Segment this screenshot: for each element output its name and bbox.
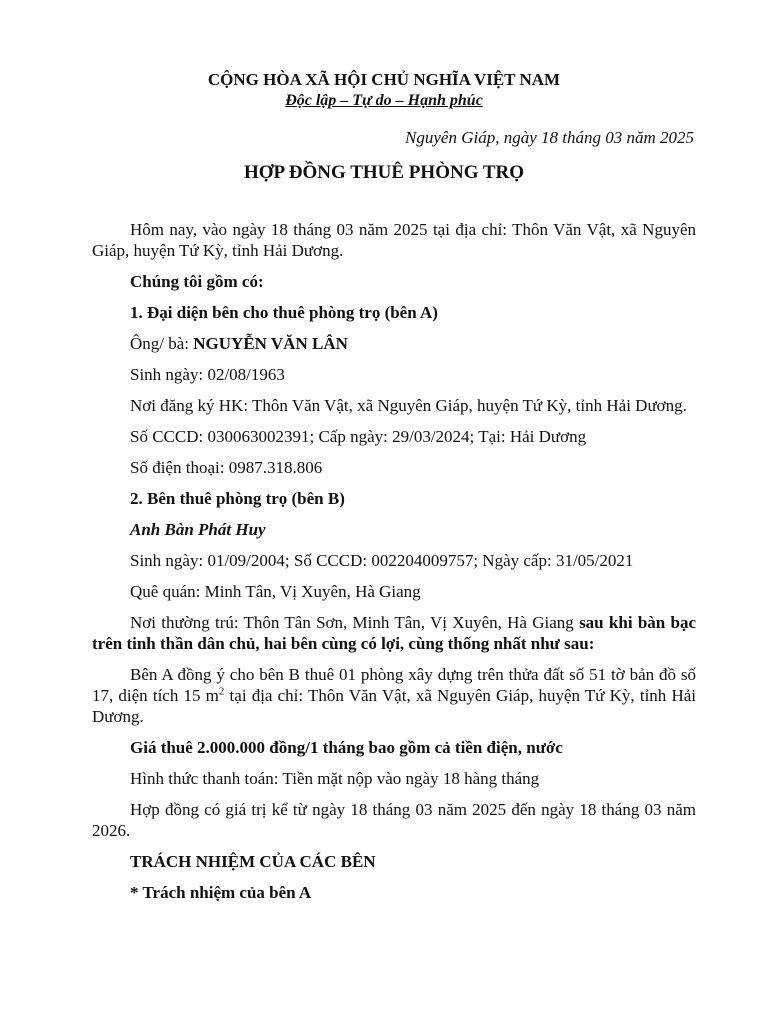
party-a-phone: Số điện thoại: 0987.318.806	[130, 458, 323, 477]
nation-heading: CỘNG HÒA XÃ HỘI CHỦ NGHĨA VIỆT NAM	[207, 70, 561, 89]
party-b-hometown: Quê quán: Minh Tân, Vị Xuyên, Hà Giang	[130, 582, 421, 601]
party-a-name-label: Ông/ bà:	[130, 334, 194, 353]
party-b-residence-line	[92, 612, 696, 654]
party-b-heading: 2. Bên thuê phòng trọ (bên B)	[130, 489, 345, 508]
party-a-name-line	[92, 333, 696, 354]
price-clause: Giá thuê 2.000.000 đồng/1 tháng bao gồm cả tiền điện, nước	[130, 738, 563, 757]
party-a-dob: Sinh ngày: 02/08/1963	[130, 365, 285, 384]
party-a-responsibilities-heading: * Trách nhiệm của bên A	[130, 883, 312, 902]
lease-terms-part2: tại địa chỉ: Thôn Văn Vật, xã Nguyên Giáp, huyện Tứ Kỳ, tỉnh Hải Dương.	[92, 686, 697, 726]
party-a-id-info: Số CCCD: 030063002391; Cấp ngày: 29/03/2024; Tại: Hải Dương	[130, 427, 587, 446]
intro-paragraph: Hôm nay, vào ngày 18 tháng 03 năm 2025 tại địa chỉ: Thôn Văn Vật, xã Nguyên Giáp, huyện Tứ Kỳ, tỉnh Hải Dương.	[92, 220, 696, 260]
motto-subheading: Độc lập – Tự do – Hạnh phúc	[285, 92, 483, 109]
document-body	[92, 219, 696, 913]
party-a-heading: 1. Đại diện bên cho thuê phòng trọ (bên A)	[130, 303, 438, 322]
party-b-residence: Nơi thường trú: Thôn Tân Sơn, Minh Tân, Vị Xuyên, Hà Giang	[130, 613, 580, 632]
lease-terms	[92, 664, 696, 727]
payment-clause: Hình thức thanh toán: Tiền mặt nộp vào ngày 18 hàng tháng	[130, 769, 540, 788]
dateline: Nguyên Giáp, ngày 18 tháng 03 năm 2025	[405, 128, 694, 147]
parties-heading: Chúng tôi gồm có:	[130, 272, 264, 291]
party-a-name: NGUYỄN VĂN LÂN	[193, 334, 348, 353]
area-superscript: 2	[218, 685, 225, 698]
agreement-clause: sau khi bàn bạc trên tinh thần dân chủ, hai bên cùng có lợi, cùng thống nhất như sau:	[92, 613, 696, 653]
lease-terms-part1: Bên A đồng ý cho bên B thuê 01 phòng xây dựng trên thửa đất số 51 tờ bản đồ số 17, diện tích 15 m	[92, 665, 696, 705]
responsibilities-heading: TRÁCH NHIỆM CỦA CÁC BÊN	[130, 852, 376, 871]
party-b-dob-id: Sinh ngày: 01/09/2004; Số CCCD: 002204009757; Ngày cấp: 31/05/2021	[130, 551, 634, 570]
party-b-name: Anh Bàn Phát Huy	[130, 520, 266, 539]
party-a-registration: Nơi đăng ký HK: Thôn Văn Vật, xã Nguyên Giáp, huyện Tứ Kỳ, tỉnh Hải Dương.	[130, 396, 687, 415]
document-title: HỢP ĐỒNG THUÊ PHÒNG TRỌ	[243, 162, 525, 183]
validity-clause: Hợp đồng có giá trị kể từ ngày 18 tháng 03 năm 2025 đến ngày 18 tháng 03 năm 2026.	[92, 800, 696, 840]
